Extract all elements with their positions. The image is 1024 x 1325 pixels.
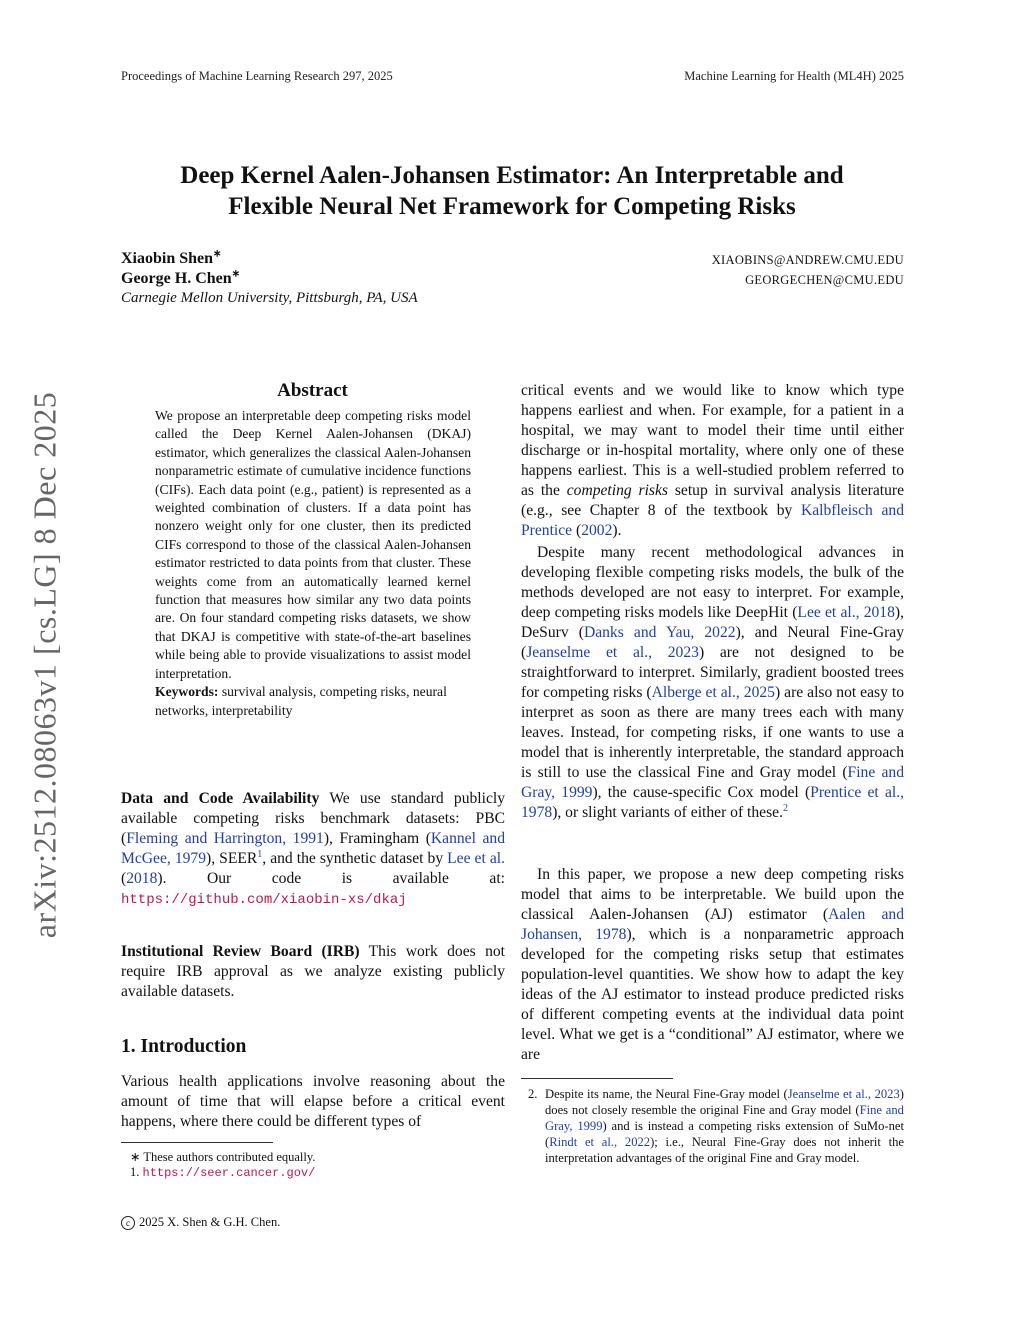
intro-text: ), which is a nonparametric approach developed for the competing risks setup that estimates population-level quantities. We show how to adapt the key ideas of the AJ estimator to instead produce predicted risks of different competing events at the individual data point level. What we get is a “conditional” AJ estimator, where we are: [521, 926, 905, 1063]
code-url-link[interactable]: https://github.com/xiaobin-xs/dkaj: [121, 892, 407, 908]
author-1-email[interactable]: XIAOBINS@ANDREW.CMU.EDU: [711, 253, 904, 267]
paper-title: [100, 160, 924, 222]
data-availability-heading: Data and Code Availability: [121, 790, 320, 807]
affiliation: Carnegie Mellon University, Pittsburgh, PA, USA: [121, 290, 418, 306]
footnote-rule-left: [121, 1142, 273, 1143]
running-header-right: Machine Learning for Health (ML4H) 2025: [684, 69, 904, 83]
data-availability-text: ), SEER: [206, 850, 258, 867]
intro-text: setup in survival analysis literature (e.g., see Chapter 8 of the textbook by: [521, 482, 904, 519]
data-availability-text: ). Our code is available at:: [157, 870, 505, 887]
data-availability-text: , and the synthetic dataset by: [262, 850, 448, 867]
cite-kalbfleisch[interactable]: Kalbfleisch and Prentice: [521, 502, 904, 539]
irb-paragraph: [121, 942, 505, 1002]
cite-lee[interactable]: Lee et al.: [447, 850, 506, 867]
running-header-left: Proceedings of Machine Learning Research 297, 2025: [121, 69, 393, 83]
cite-lee-year[interactable]: 2018: [126, 870, 158, 887]
cite-danks[interactable]: Danks and Yau, 2022: [583, 624, 736, 641]
intro-text: critical events and we would like to know which type happens earliest and when. For example, for a patient in a hospital, we may want to model their time until either discharge or in-hospital mortality, where only one of these happens earliest. This is a well-studied problem referred to as the: [521, 382, 904, 499]
footnote-2-text: ) and is instead a competing risks extension of SuMo-net (: [545, 1119, 904, 1149]
irb-text: This work does not require IRB approval as we analyze existing publicly available datasets.: [121, 943, 505, 1000]
intro-text: ) are also not easy to interpret as soon as there are many trees each with many leaves. Instead, for competing risks, if one wants to use a model that is inherently interpretable, the standard approach is still to use the classical Fine and Gray model (: [521, 684, 904, 781]
intro-text: In this paper, we propose a new deep competing risks model that aims to be interpretable. We build upon the classical Aalen-Johansen (AJ) estimator (: [521, 866, 904, 923]
footnote-rule-right: [521, 1078, 673, 1079]
author-2: [121, 270, 240, 288]
author-1-mark: ∗: [213, 248, 222, 260]
author-2-email[interactable]: GEORGECHEN@CMU.EDU: [745, 273, 904, 287]
cite-kannel[interactable]: Kannel and McGee, 1979: [121, 830, 505, 867]
intro-paragraph-1-continued: critical events and we would like to know which type happens earliest and when. For example, for a patient in a hospital, we may want to model their time until either discharge or in-hospital mortality, where only one of these happens earliest. This is a well-studied problem referred to as the competing risks setup in survival analysis literature (e.g., see Chapter 8 of the textbook by Kalbfleisch and Prentice (2002).: [521, 382, 904, 539]
keywords-text: survival analysis, competing risks, neural networks, interpretability: [155, 684, 447, 718]
intro-text: ).: [612, 522, 622, 539]
footnote-1: [130, 1165, 315, 1180]
intro-paragraph-2: [521, 543, 904, 823]
footnote-2-text: ) does not closely resemble the original Fine and Gray model (: [545, 1087, 904, 1117]
footnote-star: ∗ These authors contributed equally.: [130, 1150, 316, 1164]
cite-alberge[interactable]: Alberge et al., 2025: [651, 684, 775, 701]
intro-text: ), the cause-specific Cox model (: [592, 784, 811, 801]
intro-text: Despite many recent methodological advances in developing flexible competing risks models, the bulk of the methods developed are not easy to interpret. For example, deep competing risks models like DeepHit (: [521, 544, 904, 621]
cite-fine-gray-fn[interactable]: Fine and Gray, 1999: [545, 1103, 904, 1133]
abstract-heading: Abstract: [277, 380, 348, 401]
intro-text: ) are not designed to be straightforward to interpret. Similarly, gradient boosted trees for competing risks (: [521, 644, 904, 701]
intro-paragraph-3: [521, 865, 904, 1065]
arxiv-stamp-margin: [0, 0, 90, 1325]
footnote-2-label: 2.: [528, 1087, 538, 1101]
term-competing-risks: competing risks: [566, 482, 668, 499]
footnote-1-label: 1.: [130, 1165, 140, 1179]
cite-jeanselme[interactable]: Jeanselme et al., 2023: [526, 644, 699, 661]
data-availability-text: ), Framingham (: [323, 830, 431, 847]
title-line-1: Deep Kernel Aalen-Johansen Estimator: An Interpretable and: [180, 162, 844, 189]
cite-lee-2018[interactable]: Lee et al., 2018: [797, 604, 895, 621]
arxiv-stamp: arXiv:2512.08063v1 [cs.LG] 8 Dec 2025: [26, 391, 63, 939]
footnote-2-text: Despite its name, the Neural Fine-Gray model (: [545, 1087, 788, 1101]
footnote-2: [545, 1086, 904, 1166]
cite-jeanselme-fn[interactable]: Jeanselme et al., 2023: [787, 1087, 900, 1101]
intro-text: ), DeSurv (: [521, 604, 904, 641]
author-1-name: Xiaobin Shen: [121, 250, 214, 267]
author-2-mark: ∗: [231, 268, 241, 280]
copyright-icon: c: [121, 1216, 135, 1230]
data-availability-text: (: [121, 870, 127, 887]
irb-heading: Institutional Review Board (IRB): [121, 943, 360, 960]
section-introduction-heading: 1. Introduction: [121, 1036, 247, 1057]
keywords-label: Keywords:: [155, 684, 219, 700]
footnote-1-url[interactable]: https://seer.cancer.gov/: [142, 1166, 316, 1180]
copyright-text: 2025 X. Shen & G.H. Chen.: [139, 1215, 281, 1229]
footnote-2-text: ); i.e., Neural Fine-Gray does not inherit the interpretation advantages of the original Fine and Gray model.: [545, 1135, 904, 1165]
cite-prentice[interactable]: Prentice et al., 1978: [521, 784, 904, 821]
footnote-ref-1[interactable]: 1: [257, 848, 263, 860]
author-1: [121, 250, 221, 268]
cite-fine-gray[interactable]: Fine and Gray, 1999: [521, 764, 904, 801]
keywords: [155, 683, 471, 720]
data-availability-text: We use standard publicly available competing risks benchmark datasets: PBC (: [121, 790, 506, 847]
footnote-ref-2[interactable]: 2: [783, 802, 788, 814]
title-line-2: Flexible Neural Net Framework for Competing Risks: [228, 193, 796, 220]
author-2-name: George H. Chen: [121, 270, 232, 287]
abstract-text: We propose an interpretable deep competing risks model called the Deep Kernel Aalen-Johansen (DKAJ) estimator, which generalizes the classical Aalen-Johansen nonparametric estimate of cumulative incidence functions (CIFs). Each data point (e.g., patient) is represented as a weighted combination of clusters. If a data point has nonzero weight only for one cluster, then its predicted CIFs correspond to those of the classical Aalen-Johansen estimator restricted to data points from that cluster. These weights come from an automatically learned kernel function that measures how similar any two data points are. On four standard competing risks datasets, we show that DKAJ is competitive with state-of-the-art baselines while being able to provide visualizations to assist model interpretation.: [155, 408, 471, 681]
copyright-line: [121, 1215, 280, 1230]
abstract-body: [155, 407, 471, 720]
cite-aalen-johansen[interactable]: Aalen and Johansen, 1978: [521, 906, 904, 943]
intro-text: ), or slight variants of either of these.: [552, 804, 783, 821]
intro-paragraph-1: Various health applications involve reasoning about the amount of time that will elapse before a critical event happens, where there could be different types of: [121, 1073, 505, 1130]
cite-fleming[interactable]: Fleming and Harrington, 1991: [126, 830, 324, 847]
cite-rindt[interactable]: Rindt et al., 2022: [549, 1135, 651, 1149]
cite-kalbfleisch-year[interactable]: 2002: [581, 522, 613, 539]
data-availability-paragraph: [121, 789, 505, 910]
intro-text: ), and Neural Fine-Gray (: [521, 624, 905, 661]
